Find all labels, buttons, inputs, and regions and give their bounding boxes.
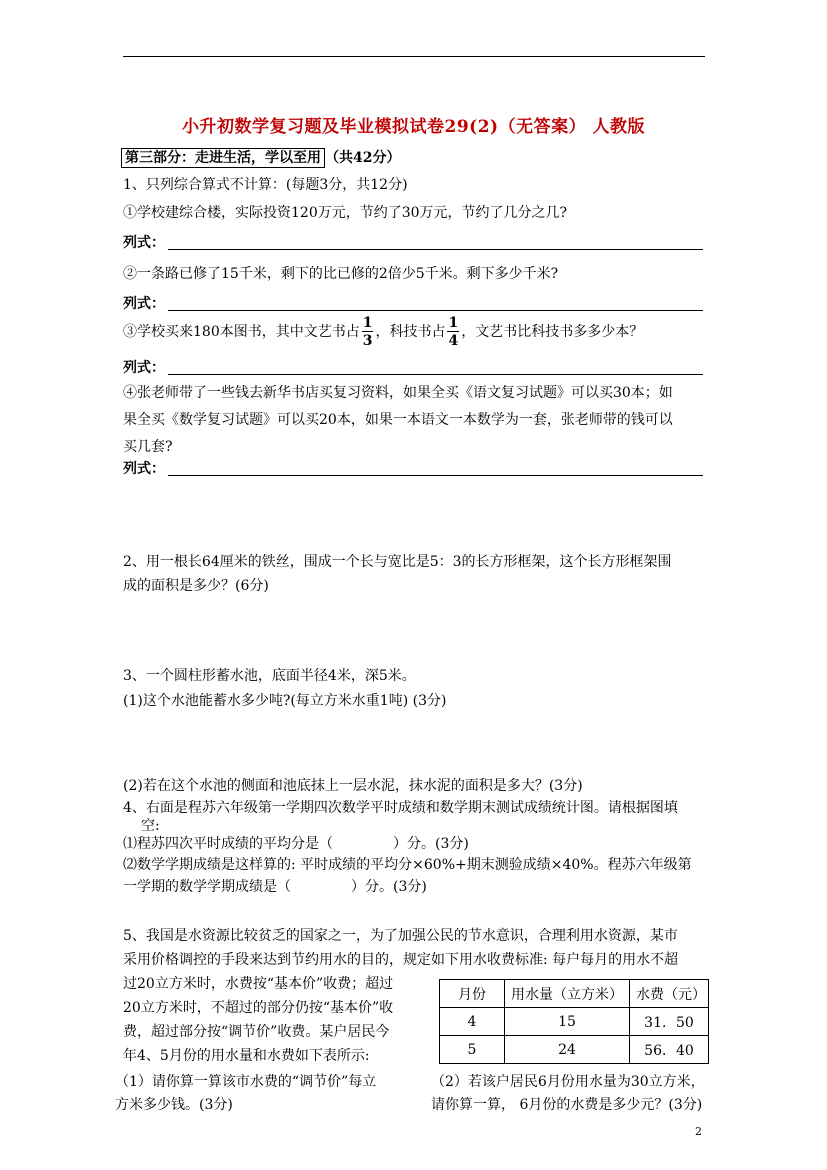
table-cell: 24 — [505, 1036, 630, 1064]
page-title: 小升初数学复习题及毕业模拟试卷29(2)（无答案） 人教版 — [182, 117, 645, 137]
table-cell: 56．40 — [630, 1036, 709, 1064]
q3-part2: (2)若在这个水池的侧面和池底抹上一层水泥，抹水泥的面积是多大？(3分) — [123, 778, 583, 794]
q5-line1: 5、我国是水资源比较贫乏的国家之一，为了加强公民的节水意识，合理利用水资源，某市 — [123, 928, 678, 944]
water-fee-table — [439, 979, 709, 1064]
q5-line5: 费，超过部分按“调节价”收费。某户居民今 — [123, 1024, 390, 1040]
table-cell: 31．50 — [630, 1008, 709, 1036]
q1-a-label: 列式： — [123, 235, 165, 251]
q1-c-label: 列式： — [123, 360, 165, 376]
q1-c-text — [123, 312, 643, 352]
q3-heading: 3、一个圆柱形蓄水池，底面半径4米，深5米。 — [123, 668, 416, 684]
section-points: （共42分） — [325, 150, 401, 166]
q4-part1: ⑴程苏四次平时成绩的平均分是（ ）分。(3分) — [123, 836, 469, 852]
q2-line2: 成的面积是多少？(6分) — [123, 578, 269, 594]
q1-b-answer-line[interactable] — [168, 310, 703, 311]
q3-part1: (1)这个水池能蓄水多少吨?(每立方米水重1吨) (3分) — [123, 693, 447, 709]
q1-d-answer-line[interactable] — [168, 475, 703, 476]
table-header-cell: 用水量（立方米） — [505, 980, 630, 1008]
table-cell: 4 — [440, 1008, 505, 1036]
fraction-one-third: $\frac{1}{3}$ — [362, 315, 373, 349]
table-row — [440, 1036, 709, 1064]
q1-d-line2: 果全买《数学复习试题》可以买20本，如果一本语文一本数学为一套，张老师带的钱可以 — [123, 412, 673, 428]
q1-a-text: ①学校建综合楼，实际投资120万元，节约了30万元，节约了几分之几? — [123, 205, 568, 221]
table-row — [440, 1008, 709, 1036]
q4-line1: 4、右面是程苏六年级第一学期四次数学平时成绩和数学期末测试成绩统计图。请根据图填 — [123, 800, 678, 816]
q1-c-post: ，文艺书比科技书多多少本？ — [461, 324, 644, 340]
table-cell: 5 — [440, 1036, 505, 1064]
q5-line6: 年4、5月份的用水量和水费如下表所示: — [123, 1048, 370, 1064]
q2-line1: 2、用一根长64厘米的铁丝，围成一个长与宽比是5：3的长方形框架，这个长方形框架围 — [123, 554, 672, 570]
q1-b-label: 列式： — [123, 296, 165, 312]
q1-c-answer-line[interactable] — [168, 374, 703, 375]
q4-part2-line2: 一学期的数学学期成绩是（ ）分。(3分) — [123, 879, 427, 895]
table-header-cell: 水费（元） — [630, 980, 709, 1008]
q1-a-answer-line[interactable] — [168, 249, 703, 250]
q1-d-line3: 买几套? — [123, 439, 173, 455]
q5-sub2-line2: 请你算一算， 6月份的水费是多少元？(3分) — [431, 1097, 703, 1113]
q1-d-label: 列式： — [123, 461, 165, 477]
q4-line2: 空: — [141, 818, 160, 834]
table-header-cell: 月份 — [440, 980, 505, 1008]
q5-line3: 过20立方米时，水费按“基本价”收费；超过 — [123, 976, 394, 992]
header-rule — [123, 56, 705, 57]
q5-sub1-line1: （1）请你算一算该市水费的“调节价”每立 — [115, 1074, 377, 1090]
q5-sub2-line1: （2）若该户居民6月份用水量为30立方米， — [431, 1074, 705, 1090]
fraction-one-quarter: $\frac{1}{4}$ — [448, 315, 459, 349]
section-heading — [121, 147, 400, 167]
section-name: 第三部分：走进生活，学以至用 — [121, 148, 325, 168]
q1-c-mid: ，科技书占 — [375, 324, 446, 340]
q5-line2: 采用价格调控的手段来达到节约用水的目的，规定如下用水收费标准: 每户每月的用水不超 — [123, 952, 679, 968]
q4-part2-line1: ⑵数学学期成绩是这样算的: 平时成绩的平均分×60%+期末测验成绩×40%。程苏六年级第 — [123, 857, 692, 873]
q5-sub1-line2: 方米多少钱。(3分) — [115, 1097, 233, 1113]
table-header-row — [440, 980, 709, 1008]
q1-heading: 1、只列综合算式不计算：(每题3分，共12分) — [123, 177, 408, 193]
q1-d-line1: ④张老师带了一些钱去新华书店买复习资料，如果全买《语文复习试题》可以买30本；如 — [123, 385, 673, 401]
page-number: 2 — [695, 1125, 702, 1138]
q1-c-pre: ③学校买来180本图书，其中文艺书占 — [123, 324, 360, 340]
q1-b-text: ②一条路已修了15千米，剩下的比已修的2倍少5千米。剩下多少千米? — [123, 266, 559, 282]
q5-line4: 20立方米时，不超过的部分仍按“基本价”收 — [123, 1000, 394, 1016]
table-cell: 15 — [505, 1008, 630, 1036]
